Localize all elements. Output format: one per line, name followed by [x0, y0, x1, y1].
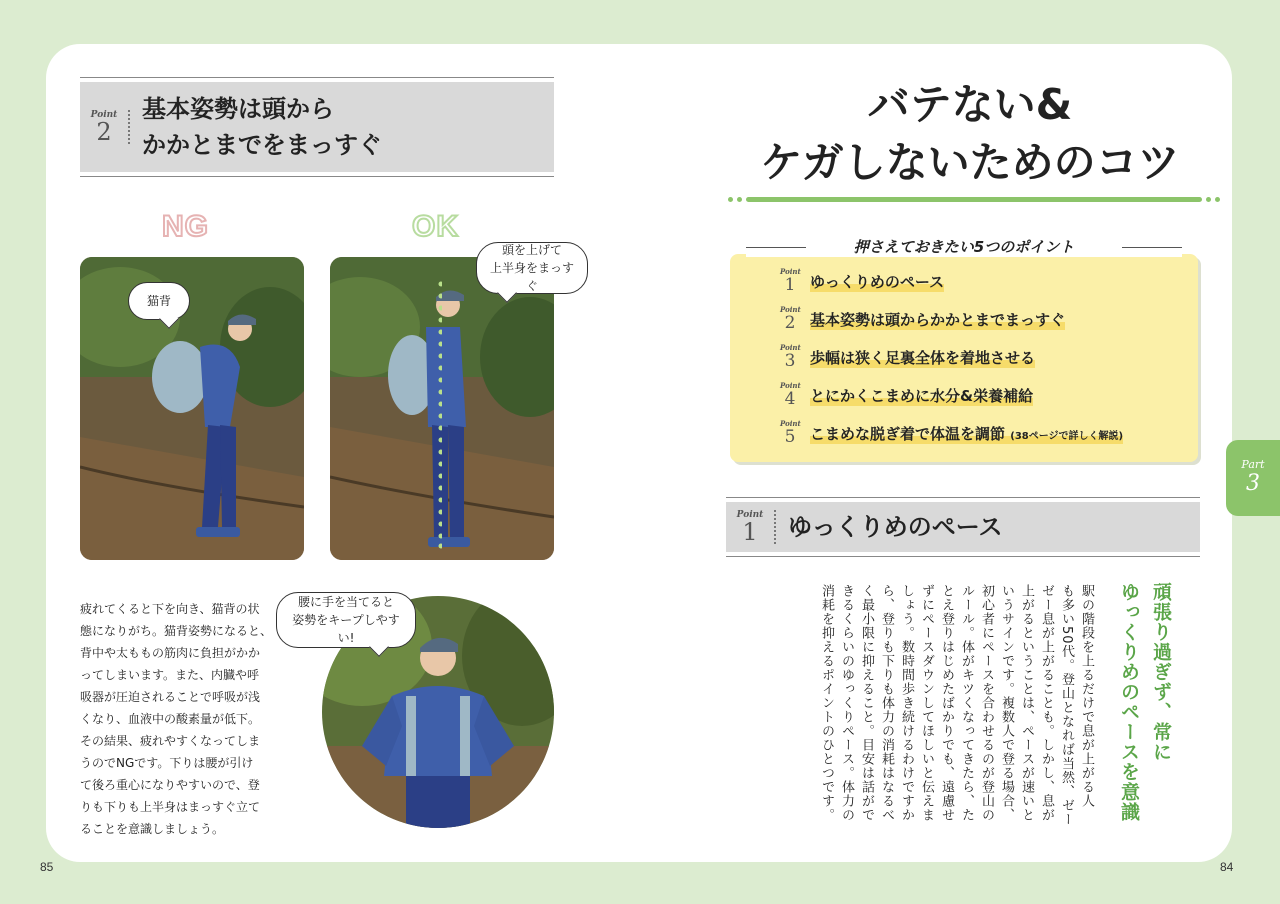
key-point-label: 歩幅は狭く足裏全体を着地させる: [810, 348, 1036, 367]
body-line: 吸器が圧迫されることで呼吸が浅: [80, 690, 261, 704]
key-point-label: 基本姿勢は頭からかかとまでまっすぐ: [810, 310, 1066, 329]
point1-label: [726, 510, 776, 544]
body-line: 背中や太ももの筋肉に負担がかか: [80, 646, 261, 660]
point2-header: [80, 82, 554, 172]
body-line: 疲れてくると下を向き、猫背の状: [80, 602, 260, 616]
point-number: 3: [784, 351, 796, 371]
point2-title-line1: 基本姿勢は頭から: [142, 95, 334, 123]
vertical-heading-col1: 頑張り過ぎず、常に: [1150, 582, 1172, 762]
ng-posture-photo: [80, 257, 304, 560]
ng-speech-bubble: [128, 282, 190, 320]
point-word: Point: [780, 305, 801, 314]
point2-label: [80, 110, 130, 144]
key-point-label: ゆっくりめのペース: [810, 272, 945, 291]
posture-guide-line: [438, 280, 442, 550]
body-line: 態になりがち。猫背姿勢になると、: [80, 624, 273, 638]
point1-title: ゆっくりめのペース: [788, 513, 1003, 541]
key-point-label: こまめな脱ぎ着で体温を調節: [810, 424, 1006, 443]
key-point-text: [810, 423, 1123, 444]
key-point-text: [810, 271, 944, 292]
left-page-number: 85: [40, 860, 54, 874]
ng-explanation-text: [80, 598, 290, 840]
part-tab-number: 3: [1246, 471, 1260, 496]
ok-bubble-line1: 頭を上げて: [501, 243, 562, 257]
key-point-item: [780, 306, 1065, 332]
body-line: くなり、血液中の酸素量が低下。: [80, 712, 261, 726]
body-column: ゼー息が上がることも。しかし、息が: [1039, 584, 1054, 822]
point-number: 2: [96, 118, 112, 146]
chapter-title-line2: ケガしないためのコツ: [760, 138, 1180, 187]
key-point-number: [780, 420, 800, 446]
point-word: Point: [780, 419, 801, 428]
point1-header: [726, 502, 1200, 552]
key-point-number: [780, 382, 800, 408]
body-column: いうサインです。複数人で登る場合、: [999, 584, 1014, 822]
part-tab[interactable]: [1226, 440, 1280, 516]
point-word: Point: [736, 510, 764, 520]
body-column: 上がるということは、ペースが速いと: [1019, 584, 1034, 822]
key-point-item: [780, 382, 1033, 408]
key-point-number: [780, 268, 800, 294]
key-point-item: [780, 420, 1123, 446]
key-point-item: [780, 344, 1035, 370]
point-word: Point: [90, 110, 118, 120]
body-column: ら、登りも下りも体力の消耗はなるべ: [879, 584, 894, 822]
point2-title-line2: かかとまでをまっすぐ: [142, 131, 382, 159]
body-column: ルール。体がキツくなってきたら、た: [959, 584, 974, 822]
circle-bubble-line2: 姿勢をキープしやすい!: [292, 613, 400, 645]
body-line: ってしまいます。また、内臓や呼: [80, 668, 260, 682]
chapter-title: [740, 76, 1200, 192]
point-number: 5: [784, 427, 796, 447]
key-point-label: とにかくこまめに水分&栄養補給: [810, 386, 1034, 405]
point-word: Point: [780, 343, 801, 352]
key-point-number: [780, 344, 800, 370]
body-line: うのでNGです。下りは腰が引け: [80, 756, 254, 770]
key-point-text: [810, 347, 1035, 368]
body-column: 消耗を抑えるポイントのひとつです。: [819, 584, 834, 822]
body-column: きるくらいのゆっくりペース。体力の: [839, 584, 854, 822]
ok-speech-bubble: [476, 242, 588, 294]
point2-title: [142, 91, 382, 163]
key-point-text: [810, 385, 1033, 406]
circle-speech-bubble: [276, 592, 416, 648]
vertical-heading-col2: ゆっくりめのペースを意識: [1118, 582, 1140, 822]
title-underline-dot: [1215, 197, 1220, 202]
point-number: 1: [784, 275, 796, 295]
chapter-title-line1: バテない&: [867, 80, 1073, 129]
point-number: 1: [742, 518, 758, 546]
ok-label: OK: [412, 210, 459, 243]
ok-bubble-line2: 上半身をまっすぐ: [489, 261, 574, 293]
title-underline-dot: [1206, 197, 1211, 202]
key-points-heading: 押さえておきたい5つのポイント: [746, 236, 1182, 257]
circle-bubble-line1: 腰に手を当てると: [297, 595, 394, 609]
body-line: りも下りも上半身はまっすぐ立て: [80, 800, 261, 814]
body-column: 駅の階段を上るだけで息が上がる人: [1079, 584, 1094, 808]
title-underline: [746, 197, 1202, 202]
body-column: も多い50代。登山となれば当然、ゼー: [1059, 584, 1074, 827]
vertical-body-text: [814, 584, 1096, 832]
right-page-number: 84: [1220, 860, 1234, 874]
title-underline-dot: [737, 197, 742, 202]
body-column: ずにペースダウンしてほしいと伝えま: [919, 584, 934, 822]
point-number: 2: [784, 313, 796, 333]
ng-label: NG: [162, 210, 209, 243]
key-point-text: [810, 309, 1065, 330]
body-column: 初心者にペースを合わせるのが登山の: [979, 584, 994, 822]
body-column: とえ登りはじめたばかりでも、遠慮せ: [939, 584, 954, 822]
body-column: しょう。数時間歩き続けるわけですか: [899, 584, 914, 822]
key-point-number: [780, 306, 800, 332]
part-tab-word: Part: [1241, 458, 1265, 471]
title-underline-dot: [728, 197, 733, 202]
point-number: 4: [784, 389, 796, 409]
ok-posture-photo: [330, 257, 554, 560]
point-word: Point: [780, 381, 801, 390]
key-point-note: (38ページで詳しく解説): [1010, 430, 1124, 442]
point-word: Point: [780, 267, 801, 276]
body-line: て後ろ重心になりやすいので、登: [80, 778, 260, 792]
body-line: その結果、疲れやすくなってしま: [80, 734, 261, 748]
ng-bubble-text: 猫背: [146, 294, 171, 308]
body-line: ることを意識しましょう。: [80, 822, 225, 836]
body-column: く最小限に抑えること。目安は話がで: [859, 584, 874, 822]
key-point-item: [780, 268, 944, 294]
